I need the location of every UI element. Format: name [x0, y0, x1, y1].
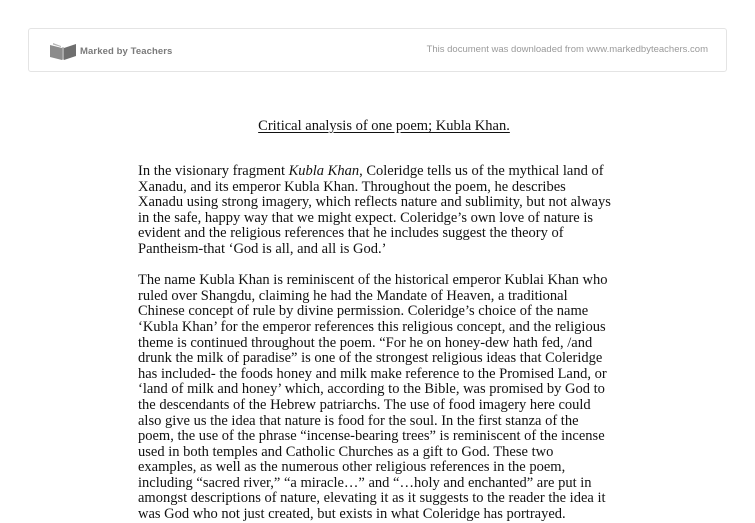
text-line: has included- the foods honey and milk make reference to the Promised Land, or — [138, 365, 607, 382]
logo-text: Marked by Teachers — [80, 45, 173, 57]
document-title: Critical analysis of one poem; Kubla Khan. — [258, 118, 510, 134]
text-line: evident and the religious references that he includes suggest the theory of — [138, 225, 564, 242]
text-line: Chinese concept of rule by divine permission. Coleridge’s choice of the name — [138, 303, 589, 320]
paragraph-2 — [138, 273, 638, 523]
text-line: ruled over Shangdu, claiming he had the Mandate of Heaven, a traditional — [138, 287, 568, 304]
open-book-icon — [49, 41, 77, 61]
site-header — [28, 28, 727, 72]
document-body — [138, 164, 638, 523]
text-line: Pantheism-that ‘God is all, and all is God.’ — [138, 240, 387, 257]
text-line: ‘land of milk and honey’ which, according to the Bible, was promised by God to — [138, 381, 605, 398]
text-line: amongst descriptions of nature, elevating it as it suggests to the reader the idea it — [138, 490, 606, 507]
text-line: the descendants of the Hebrew patriarchs. The use of food imagery here could — [138, 396, 591, 413]
text-line: examples, as well as the numerous other religious references in the poem, — [138, 459, 566, 476]
site-logo[interactable] — [49, 41, 172, 61]
poem-title-italic: Kubla Khan — [288, 163, 360, 179]
download-note: This document was downloaded from www.markedbyteachers.com — [426, 44, 708, 55]
text-line: ‘Kubla Khan’ for the emperor references this religious concept, and the religious — [138, 318, 606, 335]
text-line: Xanadu, and its emperor Kubla Khan. Throughout the poem, he describes — [138, 178, 566, 195]
paragraph-gap — [138, 258, 638, 274]
text-line: used in both temples and Catholic Churches as a gift to God. These two — [138, 443, 554, 460]
text-line: poem, the use of the phrase “incense-bearing trees” is reminiscent of the incense — [138, 428, 605, 445]
text-line: was God who not just created, but exists in what Coleridge has portrayed. — [138, 506, 566, 523]
text-line: The name Kubla Khan is reminiscent of the historical emperor Kublai Khan who — [138, 272, 608, 289]
paragraph-1 — [138, 164, 638, 258]
text-line: In the visionary fragment Kubla Khan, Coleridge tells us of the mythical land of — [138, 163, 604, 179]
text-line: drunk the milk of paradise” is one of the strongest religious ideas that Coleridge — [138, 350, 603, 367]
text-line: theme is continued throughout the poem. “For he on honey-dew hath fed, /and — [138, 334, 593, 351]
text-line: including “sacred river,” “a miracle…” and “…holy and enchanted” are put in — [138, 474, 592, 491]
text-line: also give us the idea that nature is food for the soul. In the first stanza of the — [138, 412, 579, 429]
text-line: in the safe, happy way that we might expect. Coleridge’s own love of nature is — [138, 209, 594, 226]
text-line: Xanadu using strong imagery, which reflects nature and sublimity, but not always — [138, 194, 611, 211]
